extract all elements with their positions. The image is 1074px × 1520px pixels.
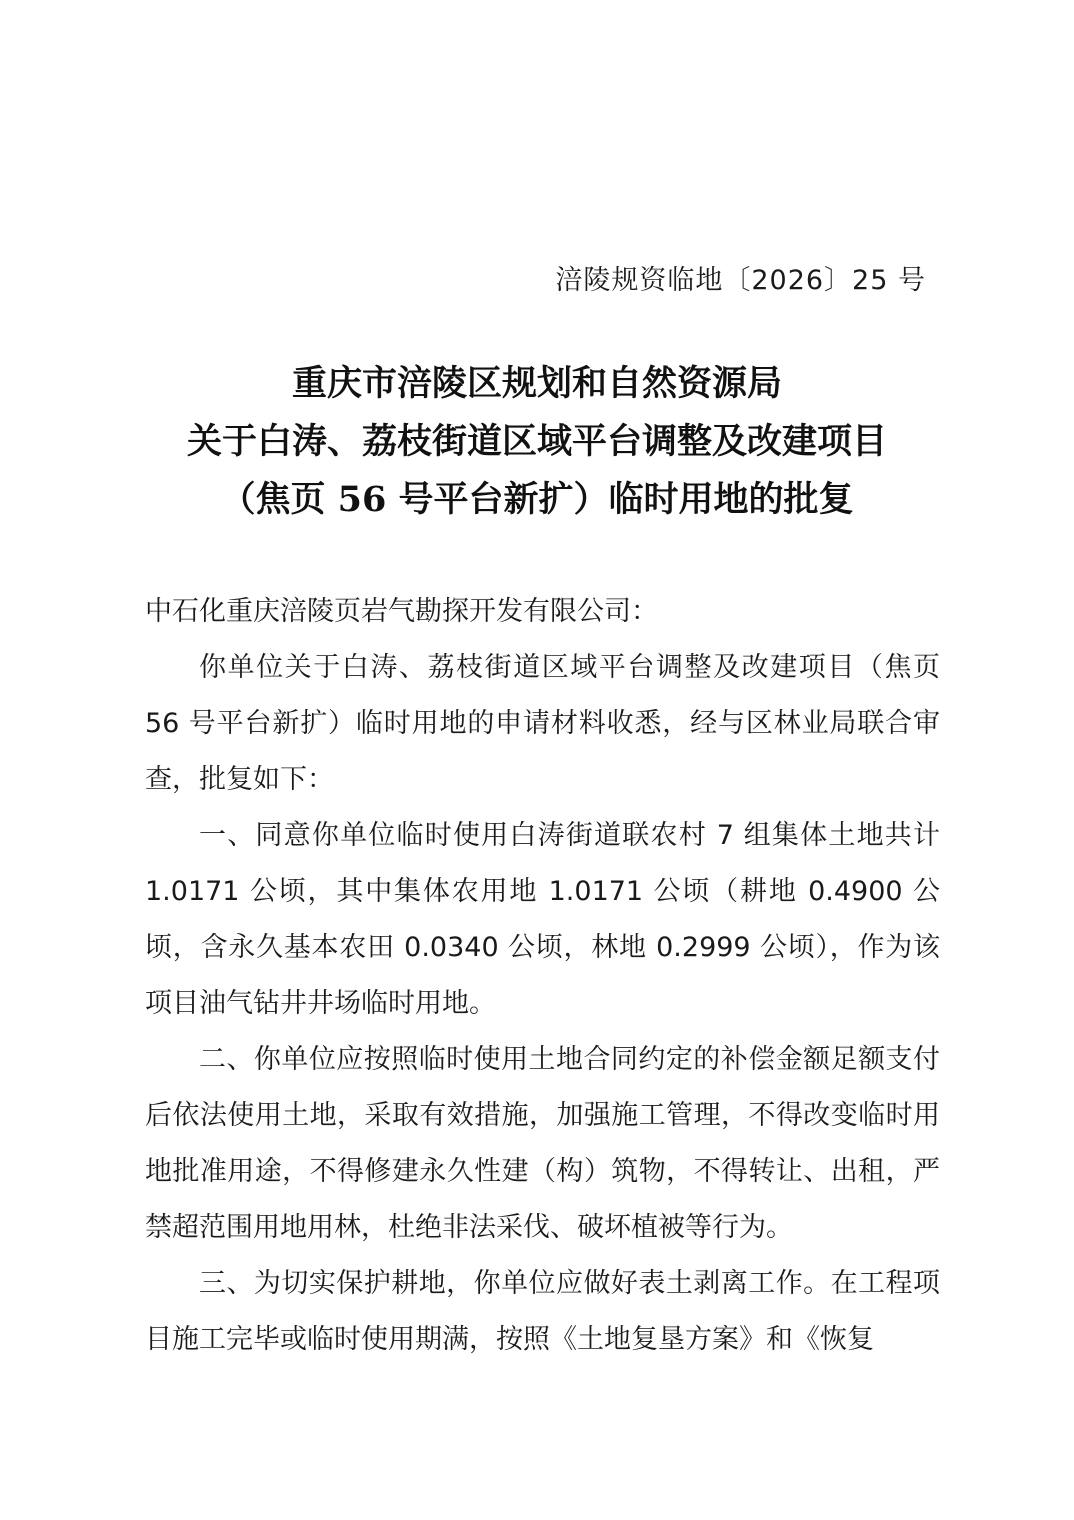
paragraph-intro: 你单位关于白涛、荔枝街道区域平台调整及改建项目（焦页 56 号平台新扩）临时用地的申请材料收悉，经与区林业局联合审查，批复如下：	[145, 652, 940, 795]
paragraph-item-3: 三、为切实保护耕地，你单位应做好表土剥离工作。在工程项目施工完毕或临时使用期满，按照《土地复垦方案》和《恢复	[145, 1268, 940, 1355]
document-number: 涪陵规资临地〔2026〕25 号	[555, 265, 926, 296]
addressee: 中石化重庆涪陵页岩气勘探开发有限公司：	[145, 596, 658, 627]
paragraph-item-2: 二、你单位应按照临时使用土地合同约定的补偿金额足额支付后依法使用土地，采取有效措施，加强施工管理，不得改变临时用地批准用途，不得修建永久性建（构）筑物，不得转让、出租，严禁超范围用地用林，杜绝非法采伐、破坏植被等行为。	[145, 1044, 940, 1243]
title-line-1: 重庆市涪陵区规划和自然资源局	[291, 363, 782, 404]
paragraph-item-1: 一、同意你单位临时使用白涛街道联农村 7 组集体土地共计 1.0171 公顷，其中集体农用地 1.0171 公顷（耕地 0.4900 公顷，含永久基本农田 0.0340 公顷，林地 0.2999 公顷），作为该项目油气钻井井场临时用地。	[145, 820, 940, 1019]
document-title	[0, 355, 1074, 529]
title-line-3: （焦页 56 号平台新扩）临时用地的批复	[220, 479, 854, 520]
document-body	[145, 584, 940, 1368]
title-line-2: 关于白涛、荔枝街道区域平台调整及改建项目	[186, 421, 887, 462]
